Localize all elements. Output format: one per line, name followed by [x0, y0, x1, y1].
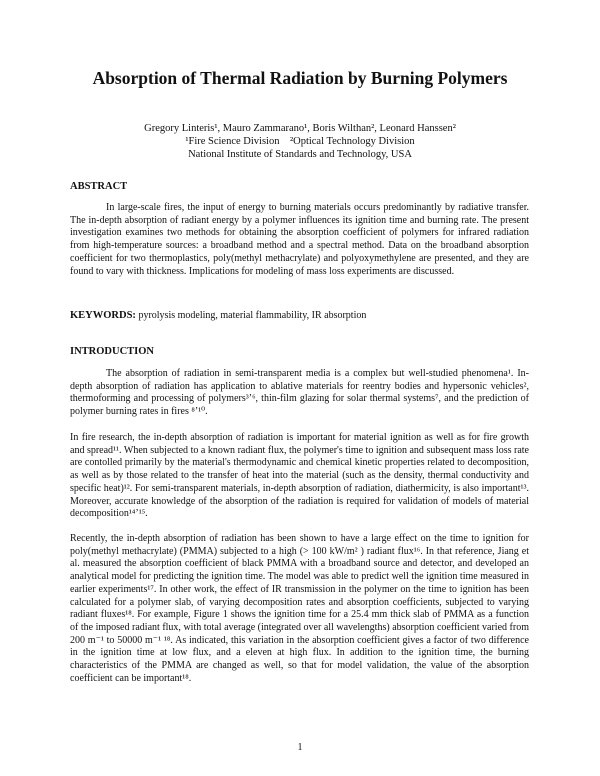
author-names: Gregory Linteris¹, Mauro Zammarano¹, Boris Wilthan², Leonard Hanssen²: [144, 123, 456, 134]
intro-paragraph-2: [70, 432, 529, 521]
author-divisions: ¹Fire Science Division ²Optical Technology Division: [185, 136, 415, 147]
intro-p1-text: The absorption of radiation in semi-transparent media is a complex but well-studied phenomena¹. In-depth absorption of radiation has application to ablative materials for reentry bodies and hypersonic vehicles², thermoforming and processing of polymers³ʼ⁶, thin-film glazing for solar thermal systems⁷, and the prediction of polymer burning rates in fires ⁸ʼ¹⁰.: [70, 368, 529, 418]
intro-p3-text: Recently, the in-depth absorption of radiation has been shown to have a large effect on the time to ignition for poly(methyl methacrylate) (PMMA) subjected to a high (> 100 kW/m² ) radiant flux¹⁶. In that reference, Jiang et al. measured the absorption coefficient of black PMMA with a broadband source and detector, and developed an analytical model for predicting the ignition time. The model was able to predict well the ignition time measured in earlier experiments¹⁷. In other work, the effect of IR transmission in the polymer on the time to ignition has been calculated for a polymer slab, of varying decomposition rates and absorption coefficients, subjected to varying radiant fluxes¹⁸. For example, Figure 1 shows the ignition time for a 25.4 mm thick slab of PMMA as a function of the imposed radiant flux, with total average (integrated over all wavelengths) absorption coefficient varied from 200 m⁻¹ to 50000 m⁻¹ ¹⁸. As indicated, this variation in the absorption coefficient gives a factor of two difference in the ignition time at low flux, and a eleven at high flux. In addition to the ignition time, the burning characteristics of the PMMA are changed as well, so that for model validation, the value of the absorption coefficient can be important¹⁸.: [70, 533, 529, 684]
abstract-text: [70, 202, 529, 278]
author-institute: National Institute of Standards and Technology, USA: [188, 149, 412, 160]
page-number: 1: [297, 742, 303, 753]
keywords-line: [70, 310, 366, 321]
abstract-heading: ABSTRACT: [70, 181, 128, 192]
intro-paragraph-3: [70, 533, 529, 685]
introduction-heading: INTRODUCTION: [70, 346, 155, 357]
keywords-label: KEYWORDS:: [70, 310, 136, 321]
keywords-text: pyrolysis modeling, material flammability, IR absorption: [138, 310, 367, 321]
paper-title: Absorption of Thermal Radiation by Burning Polymers: [92, 68, 508, 88]
abstract-paragraph: In large-scale fires, the input of energy to burning materials occurs predominantly by radiative transfer. The in-depth absorption of radiant energy by a polymer influences its ignition time and burning rate. The present investigation examines two methods for obtaining the absorption coefficient of polymers for infrared radiation from high-temperature sources: a broadband method and a spectral method. Data on the broadband absorption coefficient for two thermoplastics, poly(methyl methacrylate) and polyoxymethylene are presented, and they are found to vary with thickness. Implications for modeling of mass loss experiments are discussed.: [70, 202, 529, 277]
intro-p2-text: In fire research, the in-depth absorption of radiation is important for material ignition as well as for fire growth and spread¹¹. When subjected to a known radiant flux, the polymer's time to ignition and subsequent mass loss rate are contolled primarily by the material's thermodynamic and chemical kinetic properties related to decomposition, as well as by those related to the transfer of heat into the material (such as the density, thermal conductivity and specific heat)¹². For semi-transparent materials, in-depth absorption of radiation, diathermicity, is also important¹³. Moreover, accurate knowledge of the absorption of the radiation is required for validation of models of material decomposition¹⁴ʼ¹⁵.: [70, 432, 529, 520]
author-block: [0, 122, 600, 161]
intro-paragraph-1: [70, 368, 529, 419]
